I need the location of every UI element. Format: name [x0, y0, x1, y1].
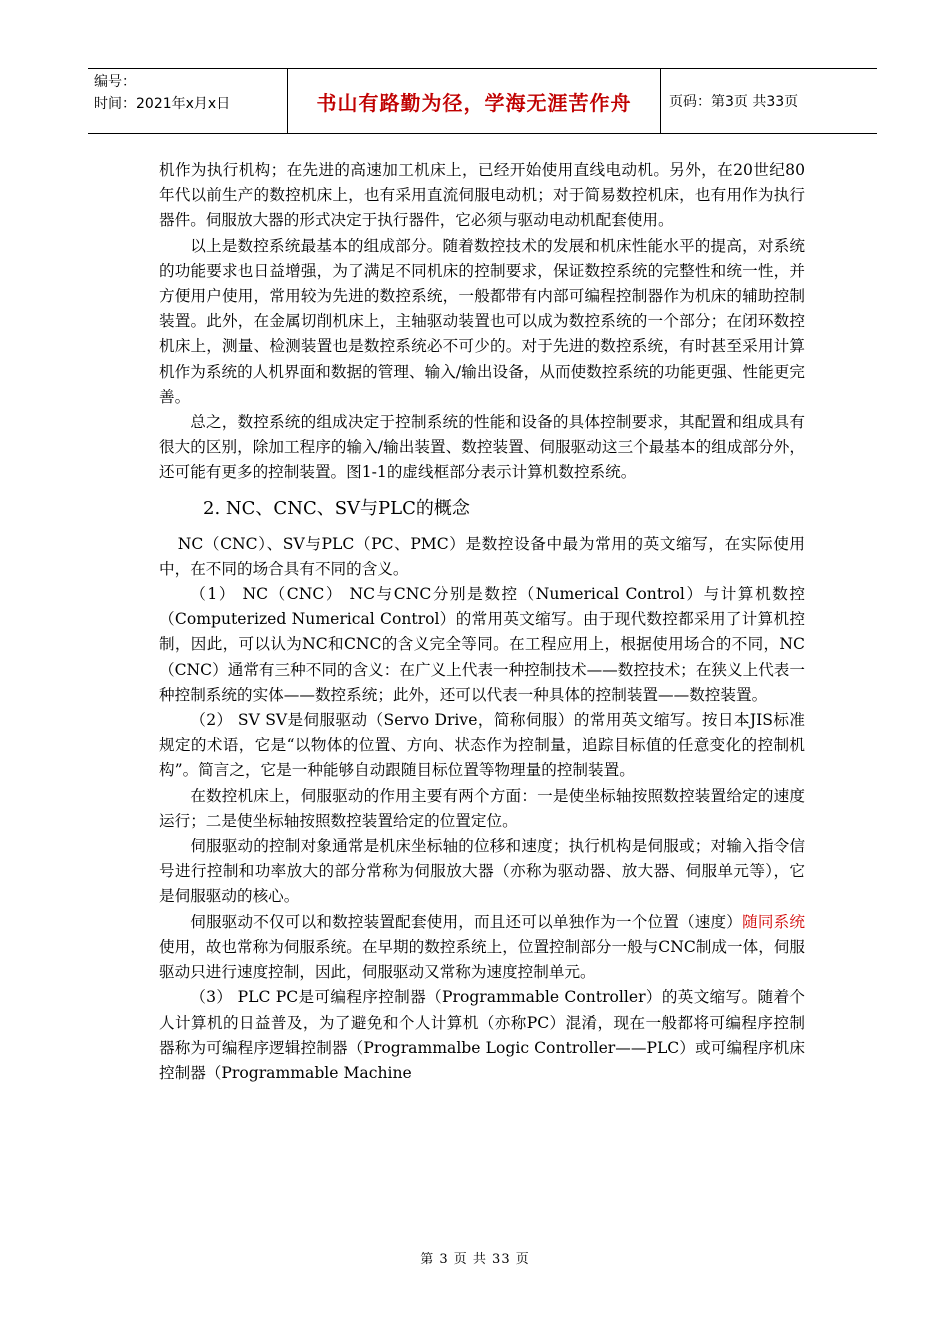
paragraph: （1） NC（CNC） NC与CNC分别是数控（Numerical Control）与计算机数控（Computerized Numerical Control）的常用英文缩写。由于现代数控都采用了计算机控制，因此，可以认为NC和CNC的含义完全等同。在工程应用上，根据使用场合的不同，NC（CNC）通常有三种不同的含义：在广义上代表一种控制技术——数控技术；在狭义上代表一种控制系统的实体——数控系统；此外，还可以代表一种具体的控制装置——数控装置。	[159, 585, 805, 704]
paragraph: 机作为执行机构；在先进的高速加工机床上，已经开始使用直线电动机。另外，在20世纪80年代以前生产的数控机床上，也有采用直流伺服电动机；对于简易数控机床，也有用作为执行器件。伺服放大器的形式决定于执行器件，它必须与驱动电动机配套使用。	[159, 161, 805, 230]
header-motto: 书山有路勤为径，学海无涯苦作舟	[288, 69, 661, 133]
header-meta	[88, 69, 288, 133]
paragraph: （2） SV SV是伺服驱动（Servo Drive，简称伺服）的常用英文缩写。按日本JIS标准规定的术语，它是“以物体的位置、方向、状态作为控制量，追踪目标值的任意变化的控制机构”。简言之，它是一种能够自动跟随目标位置等物理量的控制装置。	[159, 711, 805, 780]
paragraph: 以上是数控系统最基本的组成部分。随着数控技术的发展和机床性能水平的提高，对系统的功能要求也日益增强，为了满足不同机床的控制要求，保证数控系统的完整性和统一性，并方便用户使用，常用较为先进的数控系统，一般都带有内部可编程控制器作为机床的辅助控制装置。此外，在金属切削机床上，主轴驱动装置也可以成为数控系统的一个部分；在闭环数控机床上，测量、检测装置也是数控系统必不可少的。对于先进的数控系统，有时甚至采用计算机作为系统的人机界面和数据的管理、输入/输出设备，从而使数控系统的功能更强、性能更完善。	[159, 236, 805, 406]
paragraph: （3） PLC PC是可编程序控制器（Programmable Controller）的英文缩写。随着个人计算机的日益普及，为了避免和个人计算机（亦称PC）混淆，现在一般都将可编程序控制器称为可编程序逻辑控制器（Programmalbe Logic Controller——PLC）或可编程序机床控制器（Programmable Machine	[159, 988, 805, 1082]
page-header	[88, 68, 877, 134]
header-page-label: 页码：第3页 共33页	[669, 94, 799, 110]
text-span: 使用，故也常称为伺服系统。在早期的数控系统上，位置控制部分一般与CNC制成一体，伺服驱动只进行速度控制，因此，伺服驱动又常称为速度控制单元。	[159, 937, 805, 982]
paragraph: NC（CNC）、SV与PLC（PC、PMC）是数控设备中最为常用的英文缩写，在实际使用中，在不同的场合具有不同的含义。	[159, 534, 805, 578]
paragraph: 总之，数控系统的组成决定于控制系统的性能和设备的具体控制要求，其配置和组成具有很大的区别，除加工程序的输入/输出装置、数控装置、伺服驱动这三个最基本的组成部分外，还可能有更多的控制装置。图1-1的虚线框部分表示计算机数控系统。	[159, 413, 805, 482]
paragraph	[159, 910, 805, 986]
paragraph: 伺服驱动的控制对象通常是机床坐标轴的位移和速度；执行机构是伺服或；对输入指令信号进行控制和功率放大的部分常称为伺服放大器（亦称为驱动器、放大器、伺服单元等），它是伺服驱动的核心。	[159, 837, 805, 906]
paragraph: 在数控机床上，伺服驱动的作用主要有两个方面：一是使坐标轴按照数控装置给定的速度运行；二是使坐标轴按照数控装置给定的位置定位。	[159, 786, 805, 830]
page-footer: 第 3 页 共 33 页	[420, 1252, 530, 1267]
section-title: 2. NC、CNC、SV与PLC的概念	[203, 497, 470, 519]
highlighted-term: 随同系统	[742, 912, 805, 931]
time-label: 时间：2021年x月x日	[94, 96, 231, 112]
document-body	[159, 158, 805, 1086]
number-label: 编号：	[94, 74, 136, 90]
text-span: 伺服驱动不仅可以和数控装置配套使用，而且还可以单独作为一个位置（速度）	[190, 912, 743, 931]
